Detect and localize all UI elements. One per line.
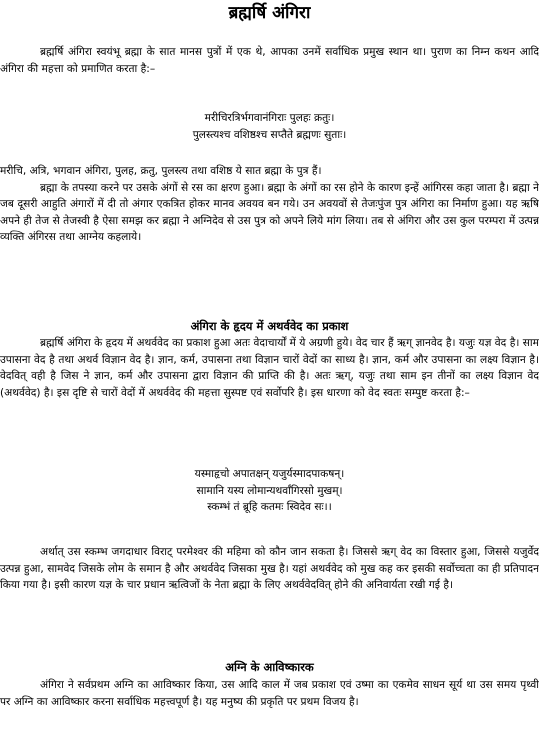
atharvaveda-paragraph: ब्रह्मर्षि अंगिरा के हृदय में अथर्ववेद का प्रकाश हुआ अतः वेदाचार्यों में ये अग्रणी हुये। वेद चार हैं ऋग् ज्ञानवेद है। यजुः यज्ञ वेद है। साम उपासना वेद है तथा अथर्व विज्ञान वेद है। ज्ञान, कर्म, उपासना तथा विज्ञान चारों वेदों का साध्य है। ज्ञान, कर्म और उपासना का लक्ष्य विज्ञान है। वेदवित् वही है जिस ने ज्ञान, कर्म और उपासना द्वारा विज्ञान की प्राप्ति की है। अतः ऋग्, यजुः तथा साम इन तीनों का लक्ष्य विज्ञान वेद (अथर्ववेद) है। इस दृष्टि से चारों वेदों में अथर्ववेद की महत्ता सुस्पष्ट एवं सर्वोपरि है। इस धारणा को वेद स्वतः सम्पुष्ट करता है:– xyxy=(0,337,539,399)
fire-block xyxy=(0,677,539,710)
verse-line: पुलस्त्यश्च वशिष्ठश्च सप्तैते ब्रह्मणः सुताः। xyxy=(192,128,347,141)
verse-line: यस्माहृचो अपातक्षन् यजुर्यस्मादपाकषन्। xyxy=(194,468,345,480)
intro-paragraph: ब्रह्मर्षि अंगिरा स्वयंभू ब्रह्मा के सात मानस पुत्रों में एक थे, आपका उनमें सर्वाधिक प्रमुख स्थान था। पुराण का निम्न कथन आदि अंगिरा की महत्ता को प्रमाणित करता है:– xyxy=(0,46,539,75)
meaning-paragraph: अर्थात् उस स्कम्भ जगदाधार विराट् परमेश्वर की महिमा को कौन जान सकता है। जिससे ऋग् वेद का विस्तार हुआ, जिससे यजुर्वेद उत्पन्न हुआ, सामवेद जिसके लोम के समान है और अथर्ववेद जिसका मुख है। यहां अथर्ववेद को मुख कह कर इसकी सर्वोच्चता का ही प्रतिपादन किया गया है। इसी कारण यज्ञ के चार प्रधान ऋत्विजों के नेता ब्रह्मा के लिए अथर्ववेदवित् होने की अनिवार्यता रखी गई है। xyxy=(0,546,539,592)
fire-paragraph: अंगिरा ने सर्वप्रथम अग्नि का आविष्कार किया, उस आदि काल में जब प्रकाश एवं उष्मा का एकमेव साधन सूर्य था उस समय पृथ्वी पर अग्नि का आविष्कार करना सर्वाधिक महत्त्वपूर्ण है। यह मनुष्य की प्रकृति पर प्रथम विजय है। xyxy=(0,679,539,708)
section-heading-atharvaveda: अंगिरा के हृदय में अथर्ववेद का प्रकाश xyxy=(190,319,349,333)
sons-block xyxy=(0,163,539,246)
origin-paragraph: ब्रह्मा के तपस्या करने पर उसके अंगों से रस का क्षरण हुआ। ब्रह्मा के अंगों का रस होने के कारण इन्हें आंगिरस कहा जाता है। ब्रह्मा ने जब दूसरी आहुति अंगारों में दी तो अंगार एकत्रित होकर मानव अवयव बन गये। उन अवयवों से तेजःपुंज पुत्र अंगिरा का निर्माण हुआ। यह ऋषि अपने ही तेज से तेजस्वी है ऐसा समझ कर ब्रह्मा ने अग्निदेव से उस पुत्र को अपने लिये मांग लिया। तब से अंगिरा और उस कुल परम्परा में उत्पन्न व्यक्ति अंगिरस तथा आग्नेय कहलाये। xyxy=(0,181,539,244)
meaning-block xyxy=(0,544,539,594)
atharvaveda-block xyxy=(0,335,539,401)
sons-paragraph: मरीचि, अत्रि, भगवान अंगिरा, पुलह, क्रतु, पुलस्त्य तथा वशिष्ठ ये सात ब्रह्मा के पुत्र हैं। xyxy=(0,165,322,177)
verse-line: स्कम्भं तं ब्रूहि कतमः स्विदेव सः।। xyxy=(207,501,332,514)
verse-line: मरीचिरत्रिर्भगवानंगिराः पुलहः क्रतुः। xyxy=(204,112,335,124)
verse-2 xyxy=(0,466,539,516)
page-title: ब्रह्मर्षि अंगिरा xyxy=(228,3,311,23)
verse-line: सामानि यस्य लोमान्यथर्वांगिरसो मुखम्। xyxy=(196,484,343,497)
verse-block-1 xyxy=(0,110,539,143)
verse-block-2 xyxy=(0,466,539,516)
section-heading-fire: अग्नि के आविष्कारक xyxy=(225,660,314,674)
verse-1 xyxy=(0,110,539,143)
intro-block xyxy=(0,44,539,77)
